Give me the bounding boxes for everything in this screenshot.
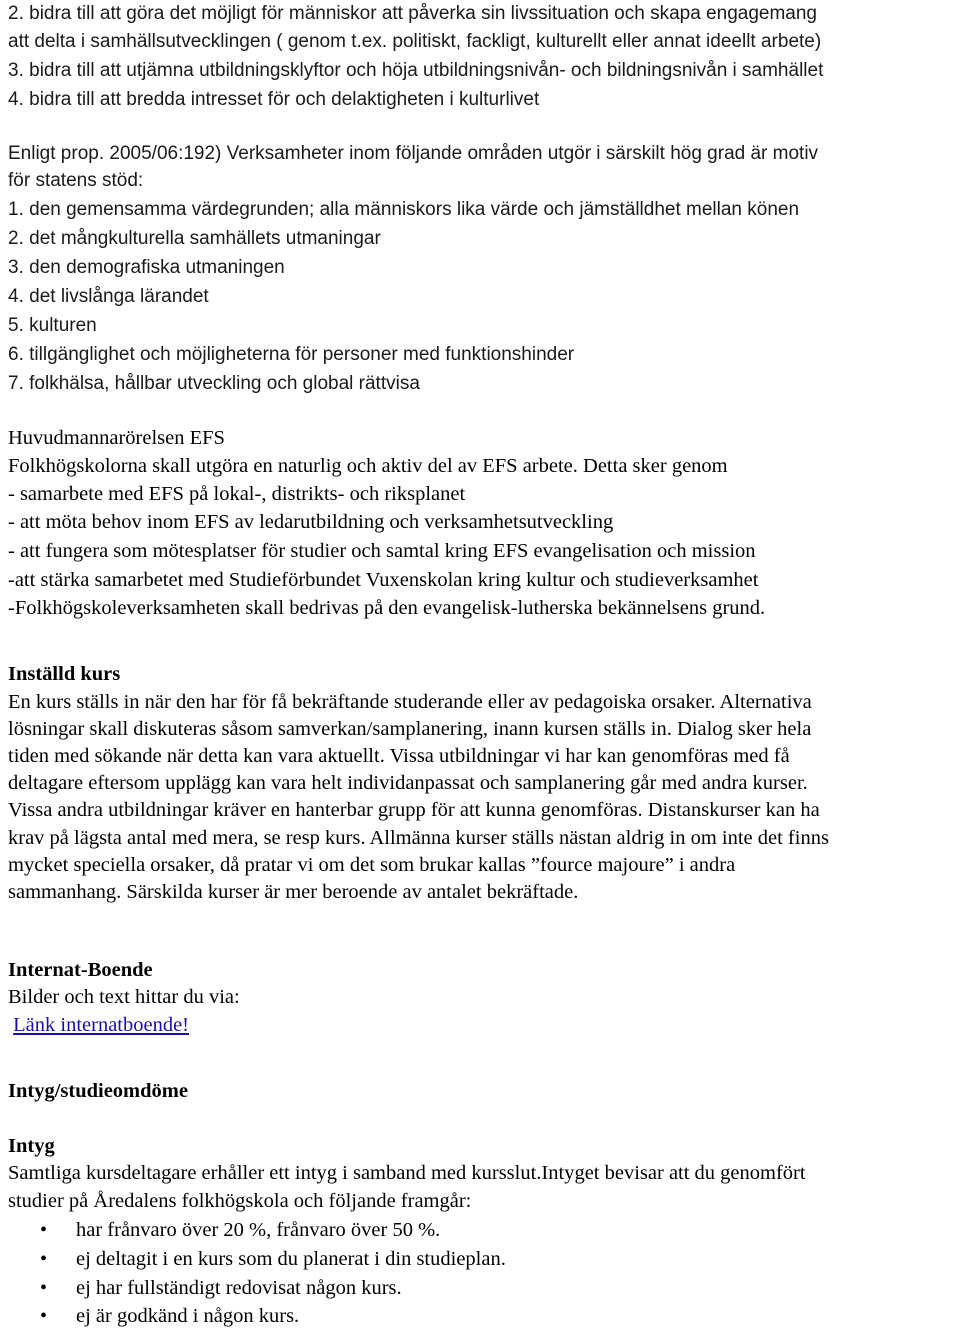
prop-intro-line-1: Enligt prop. 2005/06:192) Verksamheter inom följande områden utgör i särskilt hög grad är motiv: [8, 143, 819, 164]
installd-line-4: deltagare eftersom upplägg kan vara helt individanpassat och samplanering går med andra kurser.: [8, 772, 808, 794]
installd-line-2: lösningar skall diskuteras såsom samverkan/samplanering, inann kursen ställs in. Dialog sker hela: [8, 718, 812, 740]
internat-link-row: [8, 1011, 189, 1039]
installd-line-5: Vissa andra utbildningar kräver en hanterbar grupp för att kunna genomföras. Distanskurser kan ha: [8, 799, 820, 821]
prop-item-3: 3. den demografiska utmaningen: [8, 257, 285, 278]
prop-item-1: 1. den gemensamma värdegrunden; alla människors lika värde och jämställdhet mellan könen: [8, 199, 800, 220]
intyg-line-2: studier på Åredalens folkhögskola och följande framgår:: [8, 1190, 472, 1212]
efs-heading: Huvudmannarörelsen EFS: [8, 427, 225, 449]
bullet-text: ej deltagit i en kurs som du planerat i din studieplan.: [76, 1248, 506, 1270]
intyg-studie-heading: Intyg/studieomdöme: [8, 1080, 188, 1102]
prop-intro-line-2: för statens stöd:: [8, 170, 144, 191]
internat-link[interactable]: Länk internatboende!: [13, 1014, 190, 1036]
prop-item-5: 5. kulturen: [8, 315, 97, 336]
intyg-line-1: Samtliga kursdeltagare erhåller ett intyg i samband med kursslut.Intyget bevisar att du genomfört: [8, 1162, 806, 1184]
installd-line-8: sammanhang. Särskilda kurser är mer beroende av antalet bekräftade.: [8, 881, 579, 903]
installd-heading: Inställd kurs: [8, 663, 121, 685]
intyg-heading: Intyg: [8, 1135, 55, 1157]
installd-line-7: mycket speciella orsaker, då pratar vi om det som brukar kallas ”fource majoure” i andra: [8, 854, 736, 876]
efs-line-4: - att fungera som mötesplatser för studier och samtal kring EFS evangelisation och mission: [8, 540, 756, 562]
goal-item-2-line-2: att delta i samhällsutvecklingen ( genom t.ex. politiskt, fackligt, kulturellt eller annat ideellt arbete): [8, 31, 822, 52]
bullet-text: har frånvaro över 20 %, frånvaro över 50 %.: [76, 1219, 441, 1241]
installd-line-1: En kurs ställs in när den har för få bekräftande studerande eller av pedagoiska orsaker. Alternativa: [8, 691, 812, 713]
bullet-icon: •: [40, 1248, 48, 1270]
internat-text: Bilder och text hittar du via:: [8, 986, 240, 1008]
prop-item-6: 6. tillgänglighet och möjligheterna för personer med funktionshinder: [8, 344, 575, 365]
goal-item-2-line-1: 2. bidra till att göra det möjligt för människor att påverka sin livssituation och skapa engagemang: [8, 3, 817, 24]
efs-line-1: Folkhögskolorna skall utgöra en naturlig och aktiv del av EFS arbete. Detta sker genom: [8, 455, 728, 477]
efs-line-3: - att möta behov inom EFS av ledarutbildning och verksamhetsutveckling: [8, 511, 614, 533]
installd-line-6: krav på lägsta antal med mera, se resp kurs. Allmänna kurser ställs nästan aldrig in om inte det finns: [8, 827, 829, 849]
internat-heading: Internat-Boende: [8, 959, 153, 981]
bullet-text: ej är godkänd i någon kurs.: [76, 1305, 300, 1327]
bullet-text: ej har fullständigt redovisat någon kurs.: [76, 1277, 402, 1299]
efs-line-5: -att stärka samarbetet med Studieförbundet Vuxenskolan kring kultur och studieverksamhet: [8, 569, 759, 591]
bullet-icon: •: [40, 1219, 48, 1241]
prop-item-2: 2. det mångkulturella samhällets utmaningar: [8, 228, 381, 249]
goal-item-4: 4. bidra till att bredda intresset för och delaktigheten i kulturlivet: [8, 89, 540, 110]
installd-line-3: tiden med sökande när detta kan vara aktuellt. Vissa utbildningar vi har kan genomföras med få: [8, 745, 790, 767]
bullet-icon: •: [40, 1305, 48, 1327]
bullet-icon: •: [40, 1277, 48, 1299]
goal-item-3: 3. bidra till att utjämna utbildningsklyftor och höja utbildningsnivån- och bildningsnivån i samhället: [8, 60, 824, 81]
efs-line-6: -Folkhögskoleverksamheten skall bedrivas på den evangelisk-lutherska bekännelsens grund.: [8, 597, 766, 619]
efs-line-2: - samarbete med EFS på lokal-, distrikts- och riksplanet: [8, 483, 466, 505]
prop-item-4: 4. det livslånga lärandet: [8, 286, 209, 307]
prop-item-7: 7. folkhälsa, hållbar utveckling och global rättvisa: [8, 373, 420, 394]
